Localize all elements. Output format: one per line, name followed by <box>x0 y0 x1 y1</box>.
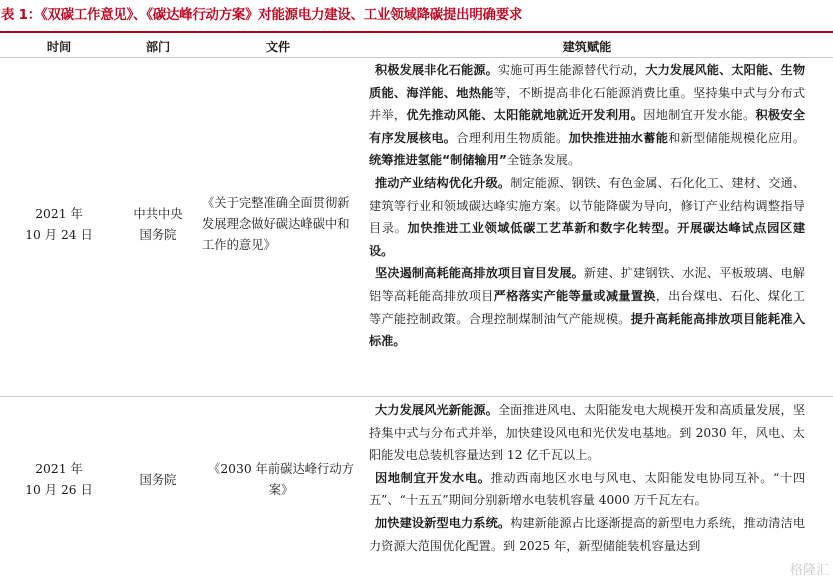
text-run: 制定能源、钢铁、有色金属、石化化工、建材、交通、建筑等行业和领域碳达峰实施方案。以节能降碳为导向，修订产业结构调整指导目录。 <box>369 175 806 236</box>
row2-doc: 《2030 年前碳达峰行动方案》 <box>208 462 354 497</box>
text-run: 构建新能源占比逐渐提高的新型电力系统，推动清洁电力资源大范围优化配置。到 2025 年，新型储能装机容量达到 <box>369 515 806 553</box>
bold-run: 优先推动风能、太阳能就地就近开发利用。 <box>406 108 644 123</box>
row1-dept: 中共中央 国务院 <box>133 207 183 242</box>
table-title: 表 1：《双碳工作意见》、《碳达峰行动方案》对能源电力建设、工业领域降碳提出明确要求 <box>1 8 523 23</box>
header-rule <box>0 57 833 58</box>
bold-run: 统筹推进氢能“制储输用” <box>369 153 507 168</box>
text-run: ，出台煤电、石化、煤化工等产能控制政策。合理控制煤制油气产能规模。 <box>369 288 806 326</box>
text-run: 全面推进风电、太阳能发电大规模开发和高质量发展，坚持集中式与分布式并举，加快建设风电和光伏发电基地。到 2030 年，风电、太阳能发电总装机容量达到 12 亿千瓦以上。 <box>369 403 806 463</box>
row1-doc: 《关于完整准确全面贯彻新发展理念做好碳达峰碳中和工作的意见》 <box>202 196 350 252</box>
text-run: 合理利用生物质能。 <box>456 130 569 145</box>
text-run: 和新型储能规模化应用。 <box>668 130 806 145</box>
content-paragraph <box>369 262 805 352</box>
watermark: 格隆汇 <box>789 563 829 578</box>
text-run: 实施可再生能源替代行动， <box>497 63 646 77</box>
text-run: 等，不断提高非化石能源消费比重。坚持集中式与分布式并举， <box>369 85 806 123</box>
content-paragraph <box>369 512 805 557</box>
text-run: 因地制宜开发水能。 <box>643 108 756 123</box>
bold-run: 积极安全有序发展核电。 <box>369 108 806 145</box>
row2-content <box>369 399 805 557</box>
text-run: 推动西南地区水电与风电、太阳能发电协同互补。“十四五”、“十五五”期间分别新增水电装机容量 4000 万千瓦左右。 <box>369 470 806 508</box>
row2-time: 2021 年 10 月 26 日 <box>25 462 93 497</box>
bold-run: 加快推进抽水蓄能 <box>568 130 669 145</box>
row1-time: 2021 年 10 月 24 日 <box>25 207 93 242</box>
bold-run: 严格落实产能等量或减量置换 <box>493 288 656 303</box>
bold-run: 坚决遏制高耗能高排放项目盲目发展。 <box>375 266 584 281</box>
content-paragraph <box>369 467 805 512</box>
bold-run: 大力发展风光新能源。 <box>375 403 498 417</box>
text-run: 新建、扩建钢铁、水泥、平板玻璃、电解铝等高耗能高排放项目 <box>369 266 805 303</box>
bold-run: 加快建设新型电力系统。 <box>375 515 511 530</box>
text-run: 全链条发展。 <box>506 153 581 168</box>
header-doc: 文件 <box>265 40 291 54</box>
header-content: 建筑赋能 <box>562 40 612 54</box>
content-paragraph <box>369 59 805 172</box>
header-dept: 部门 <box>145 40 171 54</box>
bold-run: 提升高耗能高排放项目能耗准入标准。 <box>369 311 806 349</box>
bold-run: 积极发展非化石能源。 <box>375 63 498 77</box>
row-divider <box>0 396 833 397</box>
bold-run: 大力发展风能、太阳能、生物质能、海洋能、地热能 <box>369 63 806 100</box>
row1-content <box>369 59 805 353</box>
content-paragraph <box>369 172 805 262</box>
bold-run: 因地制宜开发水电。 <box>375 470 491 485</box>
bold-run: 推动产业结构优化升级。 <box>375 175 511 190</box>
content-paragraph <box>369 399 805 467</box>
title-rule <box>0 31 833 33</box>
bold-run: 加快推进工业领域低碳工艺革新和数字化转型。开展碳达峰试点园区建设。 <box>369 221 806 258</box>
row2-dept: 国务院 <box>139 473 177 487</box>
header-time: 时间 <box>46 40 72 54</box>
